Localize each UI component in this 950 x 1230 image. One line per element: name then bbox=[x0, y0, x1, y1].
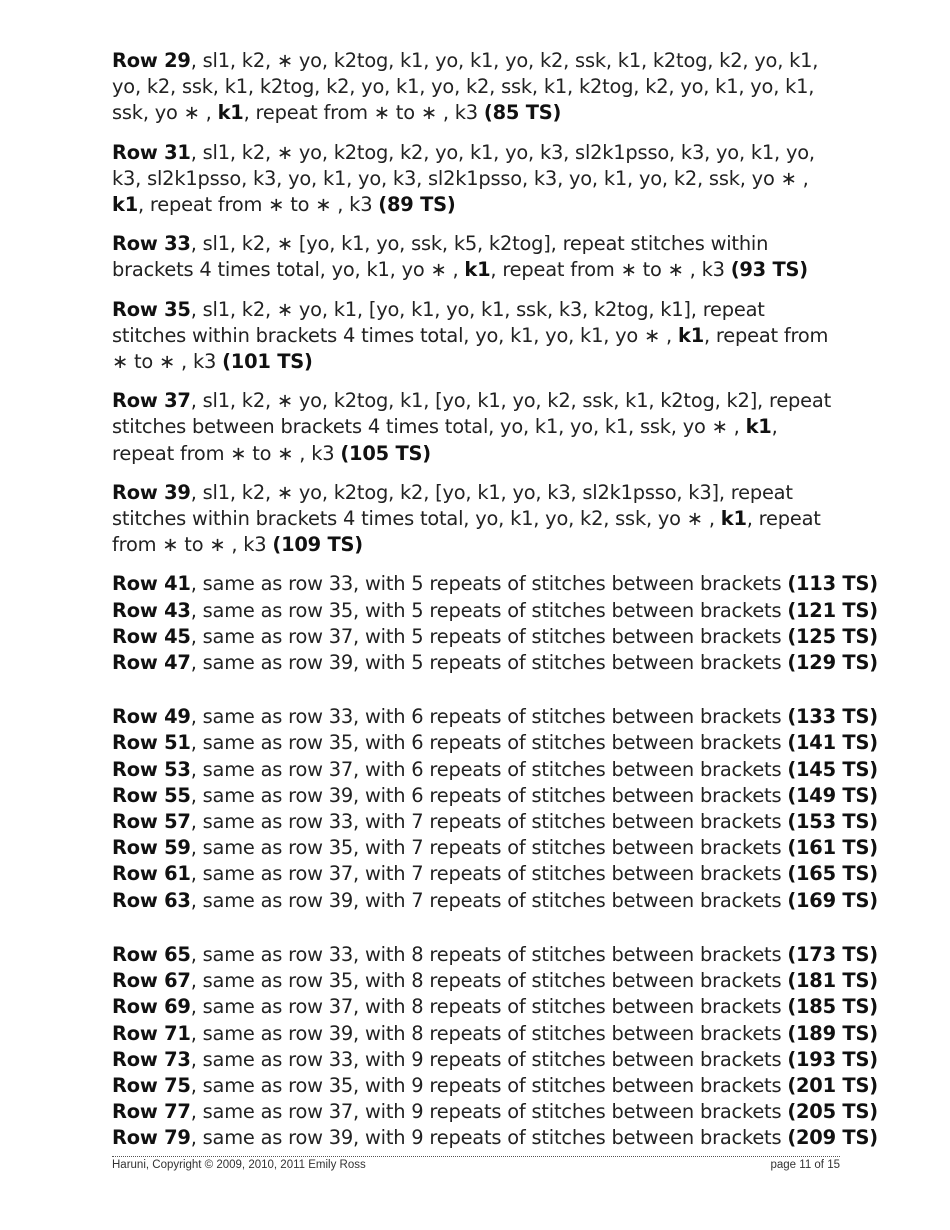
row-label: Row 31 bbox=[112, 140, 191, 164]
row-label: Row 47 bbox=[112, 651, 191, 675]
row-text: , same as row 35, with 5 repeats of stitches between brackets bbox=[190, 598, 788, 622]
row-text: , same as row 37, with 9 repeats of stitches between brackets bbox=[190, 1100, 788, 1124]
stitch-count: (201 TS) bbox=[787, 1073, 878, 1097]
row-label: Row 39 bbox=[112, 480, 191, 504]
stitch-count: (185 TS) bbox=[787, 995, 878, 1019]
row-instruction-paragraph bbox=[112, 388, 840, 467]
row-label: Row 57 bbox=[112, 810, 191, 834]
row-text: , same as row 33, with 6 repeats of stitches between brackets bbox=[190, 705, 788, 729]
repeat-row-line bbox=[112, 650, 878, 676]
row-label: Row 75 bbox=[112, 1073, 191, 1097]
row-label: Row 67 bbox=[112, 969, 191, 993]
stitch-count: (193 TS) bbox=[787, 1047, 878, 1071]
row-text: , same as row 37, with 5 repeats of stitches between brackets bbox=[190, 624, 788, 648]
repeat-row-line bbox=[112, 994, 878, 1020]
stitch-count: (113 TS) bbox=[787, 572, 878, 596]
pattern-instructions bbox=[112, 48, 878, 1152]
row-label: Row 79 bbox=[112, 1126, 191, 1150]
repeat-row-line bbox=[112, 624, 878, 650]
row-text: , same as row 37, with 8 repeats of stitches between brackets bbox=[190, 995, 788, 1019]
row-label: Row 37 bbox=[112, 389, 191, 413]
row-label: Row 65 bbox=[112, 942, 191, 966]
row-text: , same as row 33, with 9 repeats of stitches between brackets bbox=[190, 1047, 788, 1071]
row-text: , same as row 39, with 5 repeats of stitches between brackets bbox=[190, 651, 788, 675]
repeat-row-line bbox=[112, 730, 878, 756]
row-text: , sl1, k2, ∗ yo, k2tog, k2, yo, k1, yo, k3, sl2k1psso, k3, yo, k1, yo, k3, sl2k1psso, k3, yo, k1, yo, k3, sl2k1psso, k3, yo, k1, yo, k2, ssk, yo ∗ , bbox=[112, 140, 815, 190]
row-text-tail: , repeat from ∗ to ∗ , k3 bbox=[243, 101, 484, 125]
row-bold-stitch: k1 bbox=[720, 507, 747, 531]
row-instruction-paragraph bbox=[112, 140, 840, 219]
row-label: Row 43 bbox=[112, 598, 191, 622]
row-instruction-paragraph bbox=[112, 297, 840, 376]
repeat-row-line bbox=[112, 571, 878, 597]
row-instruction-paragraph bbox=[112, 480, 840, 559]
repeat-rows-group bbox=[112, 942, 878, 1152]
repeat-row-line bbox=[112, 1021, 878, 1047]
page-number: page 11 of 15 bbox=[770, 1159, 840, 1171]
repeat-row-line bbox=[112, 598, 878, 624]
row-text-tail: , repeat from ∗ to ∗ , k3 bbox=[138, 193, 379, 217]
row-bold-stitch: k1 bbox=[745, 415, 772, 439]
row-text-tail: , repeat from ∗ to ∗ , k3 bbox=[490, 258, 731, 282]
stitch-count: (129 TS) bbox=[787, 651, 878, 675]
row-label: Row 55 bbox=[112, 783, 191, 807]
stitch-count: (173 TS) bbox=[787, 942, 878, 966]
repeat-row-line bbox=[112, 1073, 878, 1099]
repeat-row-line bbox=[112, 704, 878, 730]
stitch-count: (181 TS) bbox=[787, 969, 878, 993]
page-footer bbox=[112, 1156, 840, 1171]
row-text: , same as row 39, with 7 repeats of stitches between brackets bbox=[190, 888, 788, 912]
row-label: Row 45 bbox=[112, 624, 191, 648]
repeat-row-line bbox=[112, 1099, 878, 1125]
row-label: Row 71 bbox=[112, 1021, 191, 1045]
row-label: Row 49 bbox=[112, 705, 191, 729]
row-text: , sl1, k2, ∗ yo, k2tog, k1, [yo, k1, yo, k2, ssk, k1, k2tog, k2], repeat stitches between brackets 4 times total, yo, k1, yo, k1, ssk, yo ∗ , bbox=[112, 389, 831, 439]
stitch-count: (205 TS) bbox=[787, 1100, 878, 1124]
row-label: Row 61 bbox=[112, 862, 191, 886]
stitch-count: (161 TS) bbox=[787, 836, 878, 860]
row-label: Row 33 bbox=[112, 232, 191, 256]
stitch-count: (145 TS) bbox=[787, 757, 878, 781]
row-text: , same as row 33, with 8 repeats of stitches between brackets bbox=[190, 942, 788, 966]
row-label: Row 35 bbox=[112, 297, 191, 321]
repeat-row-line bbox=[112, 809, 878, 835]
row-text-tail: , repeat from ∗ to ∗ , k3 bbox=[112, 323, 829, 374]
row-bold-stitch: k1 bbox=[112, 193, 138, 217]
repeat-row-line bbox=[112, 942, 878, 968]
stitch-count: (169 TS) bbox=[787, 888, 878, 912]
row-text-tail: , repeat from ∗ to ∗ , k3 bbox=[112, 507, 821, 557]
repeat-row-line bbox=[112, 757, 878, 783]
row-label: Row 69 bbox=[112, 995, 191, 1019]
row-label: Row 41 bbox=[112, 572, 191, 596]
row-text: , same as row 33, with 7 repeats of stitches between brackets bbox=[190, 810, 788, 834]
stitch-count: (109 TS) bbox=[272, 533, 363, 557]
stitch-count: (165 TS) bbox=[787, 862, 878, 886]
stitch-count: (125 TS) bbox=[787, 624, 878, 648]
repeat-row-line bbox=[112, 968, 878, 994]
row-bold-stitch: k1 bbox=[678, 323, 704, 347]
stitch-count: (189 TS) bbox=[787, 1021, 878, 1045]
stitch-count: (121 TS) bbox=[787, 598, 878, 622]
stitch-count: (141 TS) bbox=[787, 731, 878, 755]
stitch-count: (133 TS) bbox=[787, 705, 878, 729]
row-text: , same as row 37, with 7 repeats of stitches between brackets bbox=[190, 862, 788, 886]
row-text: , sl1, k2, ∗ yo, k2tog, k2, [yo, k1, yo, k3, sl2k1psso, k3], repeat stitches within brackets 4 times total, yo, k1, yo, k2, ssk, yo ∗ , bbox=[112, 480, 793, 531]
repeat-row-line bbox=[112, 861, 878, 887]
row-label: Row 59 bbox=[112, 836, 191, 860]
row-text: , same as row 39, with 6 repeats of stitches between brackets bbox=[190, 783, 788, 807]
stitch-count: (149 TS) bbox=[787, 783, 878, 807]
stitch-count: (101 TS) bbox=[222, 350, 313, 374]
row-label: Row 29 bbox=[112, 49, 191, 72]
row-bold-stitch: k1 bbox=[464, 258, 491, 282]
row-text: , sl1, k2, ∗ yo, k1, [yo, k1, yo, k1, ssk, k3, k2tog, k1], repeat stitches within brackets 4 times total, yo, k1, yo, k1, yo ∗ , bbox=[112, 297, 765, 347]
row-text-tail: , repeat from ∗ to ∗ , k3 bbox=[112, 415, 778, 465]
row-bold-stitch: k1 bbox=[217, 101, 244, 125]
row-text: , same as row 35, with 8 repeats of stitches between brackets bbox=[190, 969, 788, 993]
stitch-count: (209 TS) bbox=[787, 1126, 878, 1150]
row-label: Row 63 bbox=[112, 888, 191, 912]
row-text: , same as row 35, with 6 repeats of stitches between brackets bbox=[190, 731, 788, 755]
row-label: Row 53 bbox=[112, 757, 191, 781]
row-text: , sl1, k2, ∗ yo, k2tog, k1, yo, k1, yo, k2, ssk, k1, k2tog, k2, yo, k1, yo, k2, ssk, k1, k2tog, k2, yo, k1, yo, k2, ssk, k1, k2tog, k2, yo, k1, yo, k1, ssk, yo ∗ , bbox=[112, 49, 819, 125]
repeat-row-line bbox=[112, 1125, 878, 1151]
row-text: , same as row 37, with 6 repeats of stitches between brackets bbox=[190, 757, 788, 781]
repeat-rows-group bbox=[112, 704, 878, 914]
repeat-row-line bbox=[112, 783, 878, 809]
repeat-row-line bbox=[112, 888, 878, 914]
row-label: Row 77 bbox=[112, 1100, 191, 1124]
stitch-count: (105 TS) bbox=[340, 441, 431, 465]
stitch-count: (93 TS) bbox=[730, 258, 808, 282]
row-text: , same as row 33, with 5 repeats of stitches between brackets bbox=[190, 572, 788, 596]
stitch-count: (89 TS) bbox=[378, 193, 456, 217]
row-text: , same as row 35, with 7 repeats of stitches between brackets bbox=[190, 836, 788, 860]
stitch-count: (153 TS) bbox=[787, 810, 878, 834]
row-label: Row 51 bbox=[112, 731, 191, 755]
repeat-rows-group bbox=[112, 571, 878, 676]
repeat-row-line bbox=[112, 835, 878, 861]
row-text: , sl1, k2, ∗ [yo, k1, yo, ssk, k5, k2tog], repeat stitches within brackets 4 times total, yo, k1, yo ∗ , bbox=[112, 232, 769, 282]
stitch-count: (85 TS) bbox=[483, 101, 562, 125]
row-text: , same as row 39, with 9 repeats of stitches between brackets bbox=[190, 1126, 788, 1150]
copyright-notice: Haruni, Copyright © 2009, 2010, 2011 Emily Ross bbox=[112, 1159, 366, 1171]
repeat-row-line bbox=[112, 1047, 878, 1073]
row-instruction-paragraph bbox=[112, 231, 840, 283]
row-text: , same as row 35, with 9 repeats of stitches between brackets bbox=[190, 1073, 788, 1097]
row-instruction-paragraph bbox=[112, 48, 840, 127]
row-label: Row 73 bbox=[112, 1047, 191, 1071]
row-text: , same as row 39, with 8 repeats of stitches between brackets bbox=[190, 1021, 788, 1045]
